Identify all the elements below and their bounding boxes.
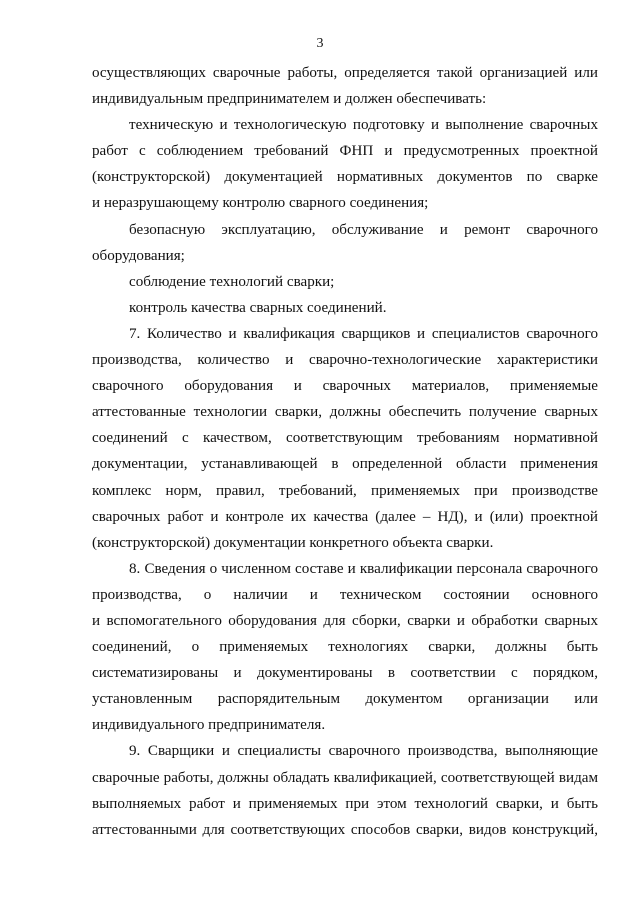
text-line: индивидуального предпринимателя. (92, 717, 326, 734)
text-line: сварочного оборудования и сварочных материалов, применяемые (92, 378, 598, 395)
text-line: (конструкторской) документацией нормативных документов по сварке (92, 169, 598, 186)
text-line: работ с соблюдением требований ФНП и предусмотренных проектной (92, 143, 598, 160)
text-line: (конструкторской) документации конкретного объекта сварки. (92, 534, 494, 551)
text-line: осуществляющих сварочные работы, определяется такой организацией или (92, 65, 598, 81)
text-line: контроль качества сварных соединений. (129, 299, 387, 316)
text-line: установленным распорядительным документом организации или (92, 691, 598, 708)
text-line: 8. Сведения о численном составе и квалификации персонала сварочного (129, 560, 598, 577)
text-line: систематизированы и документированы в соответствии с порядком, (92, 665, 598, 682)
text-line: комплекс норм, правил, требований, применяемых при производстве (92, 482, 598, 499)
text-line: и вспомогательного оборудования для сборки, сварки и обработки сварных (92, 612, 598, 629)
text-line: оборудования; (92, 247, 185, 264)
text-line: документации, устанавливающей в определенной области применения (92, 456, 598, 473)
text-line: соблюдение технологий сварки; (129, 273, 335, 290)
page-number: 3 (316, 36, 324, 51)
text-line: 7. Количество и квалификация сварщиков и специалистов сварочного (129, 325, 598, 342)
text-line: 9. Сварщики и специалисты сварочного производства, выполняющие (129, 743, 598, 760)
text-line: производства, о наличии и техническом состоянии основного (92, 586, 598, 603)
text-line: и неразрушающему контролю сварного соединения; (92, 195, 429, 212)
text-line: сварочные работы, должны обладать квалификацией, соответствующей видам (92, 769, 598, 786)
text-line: аттестованные технологии сварки, должны обеспечить получение сварных (92, 404, 598, 421)
document-body (92, 60, 598, 843)
text-line: безопасную эксплуатацию, обслуживание и ремонт сварочного (129, 221, 598, 238)
text-line: техническую и технологическую подготовку и выполнение сварочных (129, 117, 598, 134)
text-line: соединений, о применяемых технологиях сварки, должны быть (92, 639, 598, 656)
text-line: производства, количество и сварочно-технологические характеристики (92, 352, 598, 369)
text-line: аттестованными для соответствующих способов сварки, видов конструкций, (92, 821, 598, 838)
text-line: сварочных работ и контроле их качества (далее – НД), и (или) проектной (92, 508, 598, 525)
text-line: индивидуальным предпринимателем и должен обеспечивать: (92, 91, 487, 108)
text-line: соединений с качеством, соответствующим требованиям нормативной (92, 430, 598, 447)
text-line: выполняемых работ и применяемых при этом технологий сварки, и быть (92, 795, 598, 812)
